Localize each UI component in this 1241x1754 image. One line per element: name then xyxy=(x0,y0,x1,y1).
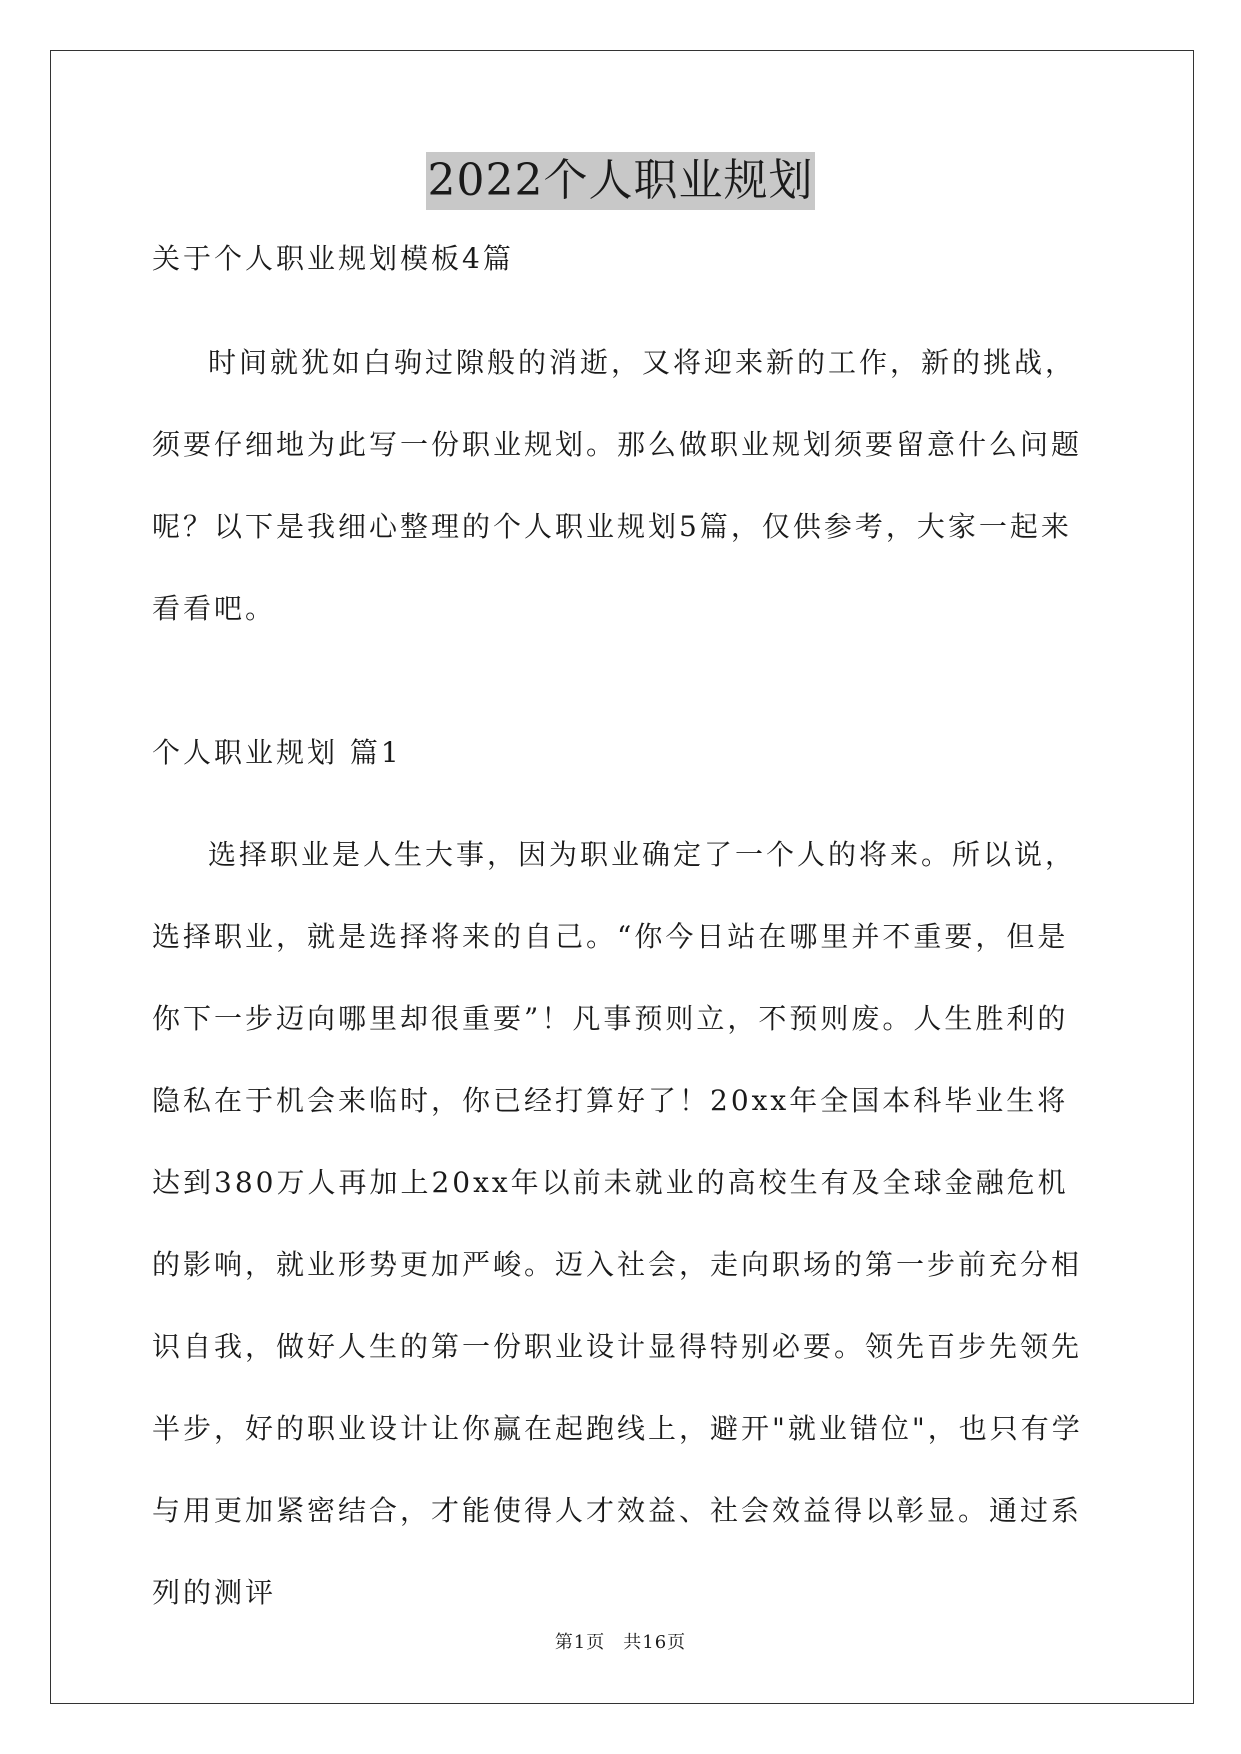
page-number: 第1页 xyxy=(554,1632,606,1653)
document-title: 2022个人职业规划 xyxy=(426,152,816,210)
intro-paragraph: 时间就犹如白驹过隙般的消逝，又将迎来新的工作，新的挑战，须要仔细地为此写一份职业规划。那么做职业规划须要留意什么问题呢？以下是我细心整理的个人职业规划5篇，仅供参考，大家一起来看看吧。 xyxy=(152,346,1083,625)
section-paragraph: 选择职业是人生大事，因为职业确定了一个人的将来。所以说，选择职业，就是选择将来的自己。“你今日站在哪里并不重要，但是你下一步迈向哪里却很重要”！凡事预则立，不预则废。人生胜利的隐私在于机会来临时，你已经打算好了！20xx年全国本科毕业生将达到380万人再加上20xx年以前未就业的高校生有及全球金融危机的影响，就业形势更加严峻。迈入社会，走向职场的第一步前充分相识自我，做好人生的第一份职业设计显得特别必要。领先百步先领先半步，好的职业设计让你赢在起跑线上，避开"就业错位"，也只有学与用更加紧密结合，才能使得人才效益、社会效益得以彰显。通过系列的测评 xyxy=(152,838,1083,1609)
section-heading: 个人职业规划 篇1 xyxy=(152,736,402,769)
document-subtitle: 关于个人职业规划模板4篇 xyxy=(152,242,514,275)
page-footer xyxy=(0,1630,1241,1656)
title-container xyxy=(0,152,1241,210)
document-body xyxy=(152,238,1092,1634)
page-total: 共16页 xyxy=(623,1632,687,1653)
paragraph-gap xyxy=(152,650,1092,732)
